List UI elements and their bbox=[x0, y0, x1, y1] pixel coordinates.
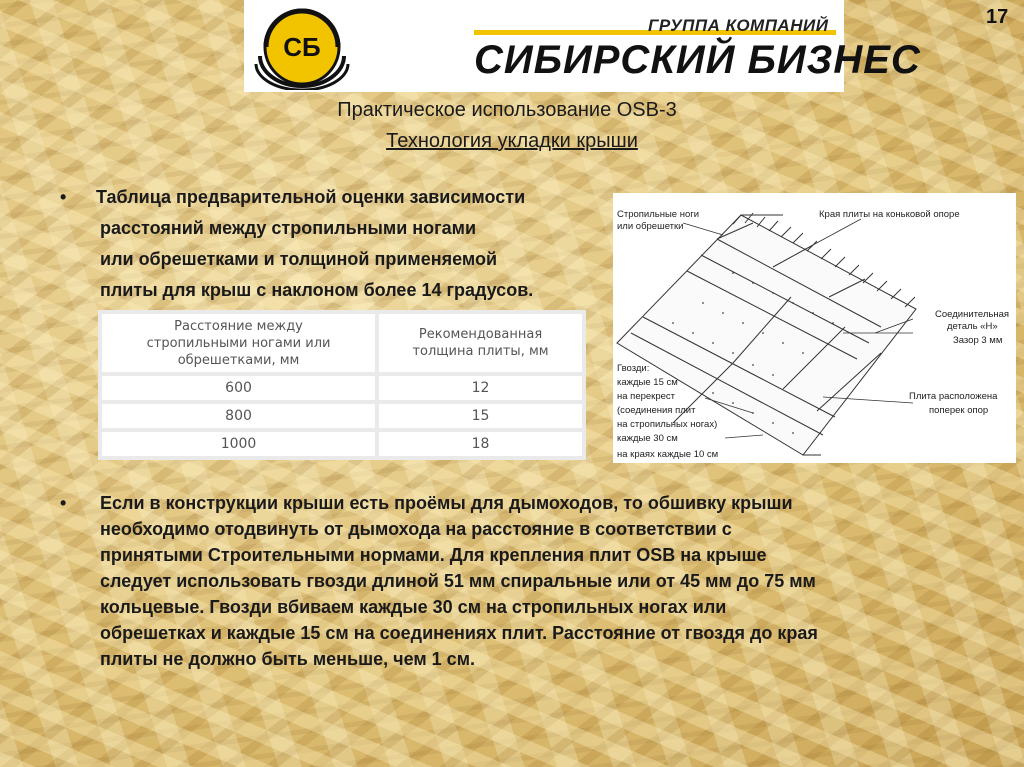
bullet2-line: принятыми Строительными нормами. Для крепления плит OSB на крыше bbox=[100, 545, 767, 565]
label-nails-4: (соединения плит bbox=[617, 405, 696, 416]
sb-emblem-icon bbox=[252, 4, 372, 90]
bullet2-line: обрешетках и каждые 15 см на соединениях плит. Расстояние от гвоздя до края bbox=[100, 623, 818, 643]
label-plate-1: Плита расположена bbox=[909, 391, 998, 402]
title-line-2: Технология укладки крыши bbox=[386, 130, 638, 152]
table-cell: 800 bbox=[102, 404, 375, 428]
table-row bbox=[102, 376, 582, 400]
logo-mark: СБ bbox=[283, 32, 321, 62]
label-nails-2: каждые 15 см bbox=[617, 377, 678, 388]
label-rafters-2: или обрешетки bbox=[617, 221, 684, 232]
page-number: 17 bbox=[986, 6, 1009, 28]
label-nails-6: каждые 30 см bbox=[617, 433, 678, 444]
label-nails-5: на стропильных ногах) bbox=[617, 419, 718, 430]
slide-title bbox=[0, 95, 1024, 157]
header-text: Расстояние между bbox=[174, 318, 303, 334]
label-rafters-1: Стропильные ноги bbox=[617, 209, 700, 220]
bullet2-line: кольцевые. Гвозди вбиваем каждые 30 см на стропильных ногах или bbox=[100, 597, 727, 617]
table-cell: 1000 bbox=[102, 432, 375, 456]
roof-diagram-drawing bbox=[613, 193, 1016, 463]
table-cell: 18 bbox=[379, 432, 582, 456]
header-text: Рекомендованная bbox=[418, 327, 543, 342]
bullet1-line: или обрешетками и толщиной применяемой bbox=[100, 249, 498, 269]
table-header-row bbox=[102, 314, 582, 372]
bullet-marker: • bbox=[60, 187, 67, 207]
label-plate-2: поперек опор bbox=[929, 405, 989, 416]
company-logo bbox=[244, 0, 921, 92]
header-text: стропильными ногами или bbox=[146, 335, 331, 351]
bullet1-line: расстояний между стропильными ногами bbox=[100, 218, 477, 238]
label-nails-3: на перекрест bbox=[617, 391, 675, 402]
bullet-marker: • bbox=[60, 493, 67, 513]
bullet2-line: необходимо отодвинуть от дымохода на расстояние в соответствии с bbox=[100, 519, 732, 539]
thickness-table bbox=[98, 310, 586, 460]
bullet2-line: плиты не должно быть меньше, чем 1 см. bbox=[100, 649, 476, 669]
logo-company-name: СИБИРСКИЙ БИЗНЕС bbox=[474, 38, 921, 82]
table-header-cell bbox=[102, 314, 375, 372]
table-header-cell bbox=[379, 314, 582, 372]
title-line-1: Практическое использование OSB-3 bbox=[337, 99, 677, 121]
table-cell: 600 bbox=[102, 376, 375, 400]
bullet2-line: Если в конструкции крыши есть проёмы для дымоходов, то обшивку крыши bbox=[100, 493, 793, 513]
bullet1-line: Таблица предварительной оценки зависимости bbox=[96, 187, 526, 207]
bullet1-line: плиты для крыш с наклоном более 14 градусов. bbox=[100, 280, 534, 300]
label-gap: Зазор 3 мм bbox=[953, 335, 1003, 346]
table-cell: 12 bbox=[379, 376, 582, 400]
logo-group-text: ГРУППА КОМПАНИЙ bbox=[648, 16, 829, 35]
header-text: обрешетками, мм bbox=[177, 352, 300, 368]
label-connector-2: деталь «Н» bbox=[947, 321, 998, 332]
label-nails-7: на краях каждые 10 см bbox=[617, 449, 719, 460]
label-nails-1: Гвозди: bbox=[617, 363, 650, 374]
bullet2-line: следует использовать гвозди длиной 51 мм спиральные или от 45 мм до 75 мм bbox=[100, 571, 816, 591]
table-cell: 15 bbox=[379, 404, 582, 428]
table-row bbox=[102, 404, 582, 428]
table-row bbox=[102, 432, 582, 456]
label-ridge-edge: Края плиты на коньковой опоре bbox=[819, 209, 960, 220]
roof-diagram bbox=[613, 193, 1016, 463]
header-text: толщина плиты, мм bbox=[412, 344, 549, 359]
label-connector-1: Соединительная bbox=[935, 309, 1010, 320]
